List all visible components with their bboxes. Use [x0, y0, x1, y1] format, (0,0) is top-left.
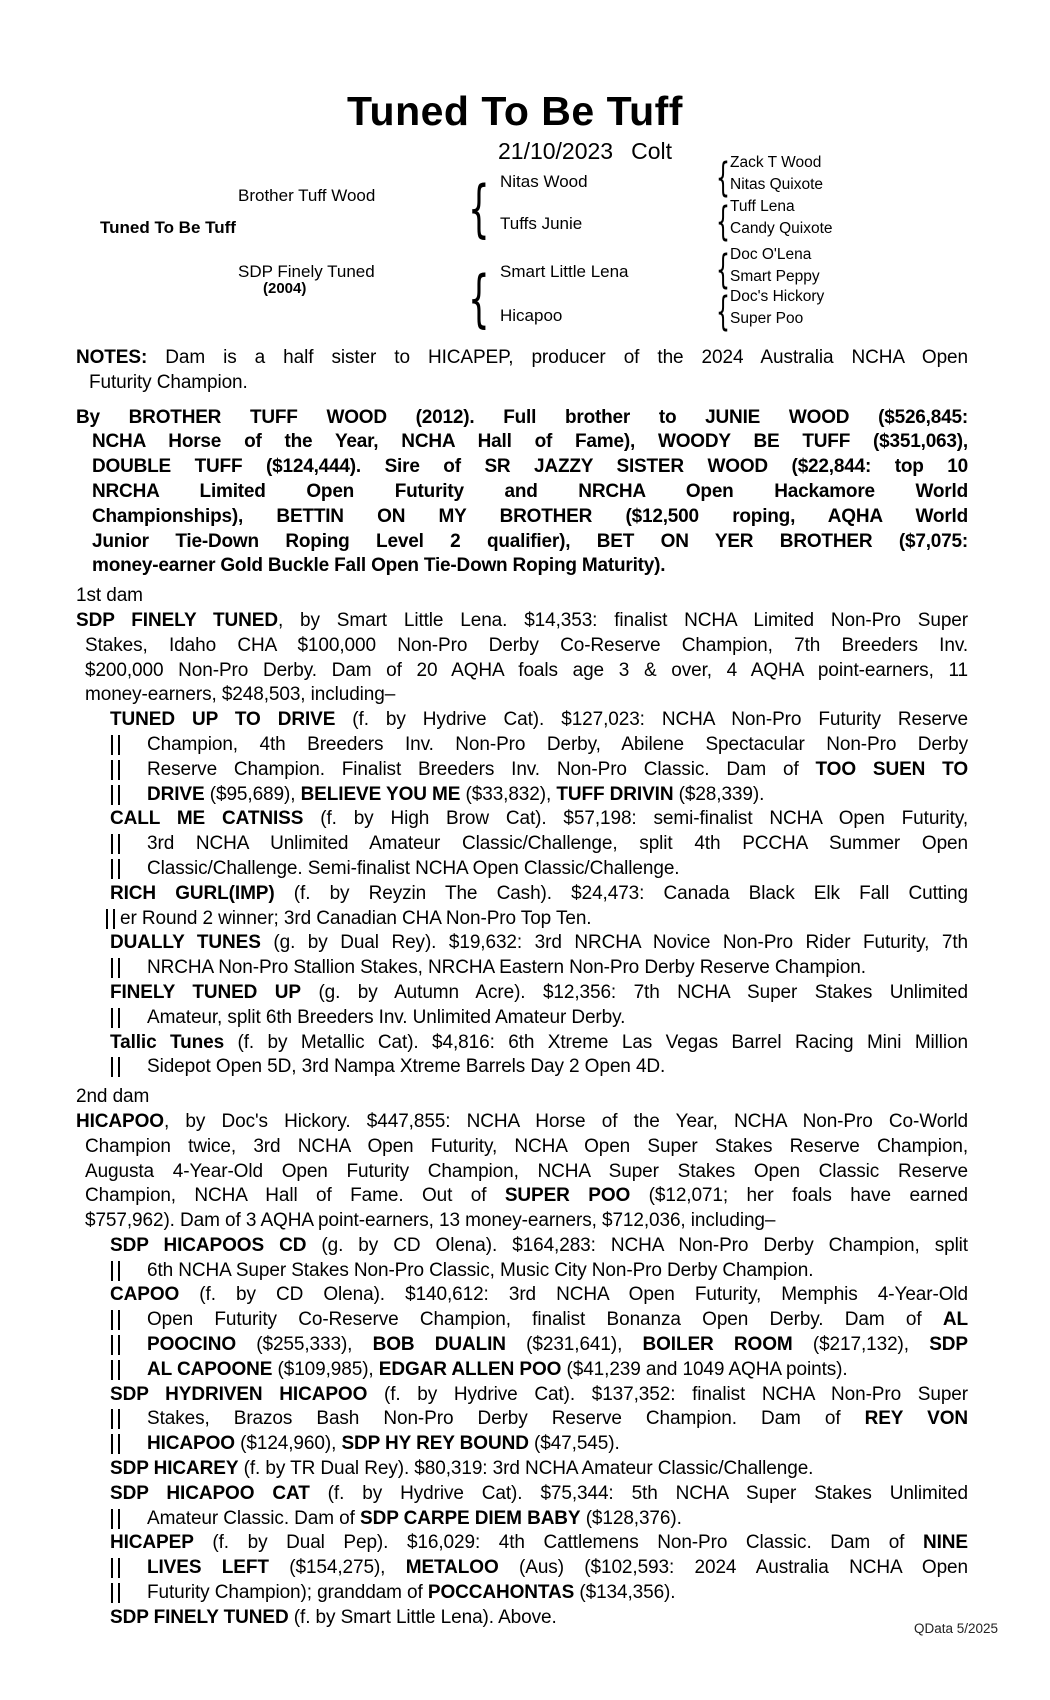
text-run: ($95,689),	[204, 783, 301, 805]
pedigree-brace-g3-1: {	[716, 155, 730, 201]
continuation-mark	[111, 1360, 120, 1380]
paragraph-entry-sdp-hicarey	[76, 1457, 968, 1482]
text-run: (f. by Dual Pep). $16,029: 4th Cattlemens Non-Pro Classic. Dam of	[193, 1532, 923, 1554]
highlighted-horse-name: SDP FINELY TUNED	[110, 1606, 289, 1628]
pedigree-g3-name: Nitas Quixote	[730, 176, 824, 193]
text-run: ($128,376).	[580, 1507, 682, 1529]
highlighted-horse-name: CAPOO	[110, 1284, 180, 1306]
continuation-mark	[111, 958, 120, 978]
text-run: ($134,356).	[574, 1582, 676, 1604]
text-line	[76, 584, 968, 609]
text-line	[76, 981, 968, 1006]
pedigree-brace-g3-4: {	[716, 289, 730, 335]
pedigree-g3-name: Zack T Wood	[730, 154, 822, 171]
text-run: , by Doc's Hickory. $447,855: NCHA Horse of the Year, NCHA Non-Pro Co-World	[163, 1110, 968, 1132]
highlighted-horse-name: METALOO	[405, 1557, 499, 1579]
text-line	[76, 1006, 968, 1031]
text-run: Junior Tie-Down Roping Level 2 qualifier), BET ON YER BROTHER ($7,075:	[92, 530, 968, 552]
text-run: Amateur, split 6th Breeders Inv. Unlimited Amateur Derby.	[147, 1006, 626, 1028]
text-line	[76, 733, 968, 758]
text-line	[76, 1234, 968, 1259]
continuation-mark	[111, 735, 120, 755]
highlighted-horse-name: DUALLY TUNES	[110, 932, 261, 954]
pedigree-sire-dam: Tuffs Junie	[500, 214, 583, 233]
highlighted-horse-name: NOTES:	[76, 347, 148, 368]
text-line	[76, 758, 968, 783]
text-run: (f. by Hydrive Cat). $137,352: finalist NCHA Non-Pro Super	[367, 1383, 968, 1405]
text-run: NRCHA Non-Pro Stallion Stakes, NRCHA Eastern Non-Pro Derby Reserve Champion.	[147, 957, 866, 979]
text-run: (f. by Hydrive Cat). $127,023: NCHA Non-Pro Futurity Reserve	[335, 709, 968, 731]
continuation-mark	[111, 834, 120, 854]
pedigree-sire: Brother Tuff Wood	[238, 186, 376, 205]
text-line	[76, 956, 968, 981]
highlighted-horse-name: LIVES LEFT	[147, 1557, 269, 1579]
text-line	[76, 609, 968, 634]
text-run: ($33,832),	[460, 783, 557, 805]
text-run: Championships), BETTIN ON MY BROTHER ($12,500 roping, AQHA World	[92, 505, 968, 527]
paragraph-entry-sdp-hydriven-hicapoo	[76, 1383, 968, 1457]
text-run: (g. by Dual Rey). $19,632: 3rd NRCHA Novice Non-Pro Rider Futurity, 7th	[260, 932, 968, 954]
text-run: Dam is a half sister to HICAPEP, producer of the 2024 Australia NCHA Open	[147, 347, 968, 368]
highlighted-horse-name: TUFF DRIVIN	[556, 783, 674, 805]
text-run: $757,962). Dam of 3 AQHA point-earners, 13 money-earners, $712,036, including–	[85, 1210, 776, 1232]
pedigree-brace-g3-3: {	[716, 247, 730, 293]
text-line	[76, 634, 968, 659]
paragraph-entry-sdp-hicapoos-cd	[76, 1234, 968, 1284]
text-run: By BROTHER TUFF WOOD (2012). Full brother to JUNIE WOOD ($526,845:	[76, 406, 968, 428]
paragraph-heading-2nd-dam	[76, 1085, 968, 1110]
text-line	[76, 1482, 968, 1507]
text-run: ($217,132),	[792, 1334, 930, 1356]
highlighted-horse-name: SDP	[929, 1334, 968, 1356]
continuation-mark	[111, 1558, 120, 1578]
text-line	[76, 708, 968, 733]
highlighted-horse-name: REY VON	[864, 1408, 968, 1430]
text-line	[76, 1031, 968, 1056]
text-run: 6th NCHA Super Stakes Non-Pro Classic, Music City Non-Pro Derby Champion.	[147, 1259, 814, 1281]
text-line	[76, 1184, 968, 1209]
highlighted-horse-name: HICAPOO	[147, 1433, 235, 1455]
foal-sex: Colt	[631, 138, 673, 164]
text-line	[76, 1085, 968, 1110]
text-line	[76, 480, 968, 505]
pedigree-g3-name: Tuff Lena	[730, 198, 795, 215]
paragraph-dam-sdp-finely-tuned	[76, 609, 968, 708]
text-line	[76, 1160, 968, 1185]
text-run: 2nd dam	[76, 1086, 150, 1108]
highlighted-horse-name: TUNED UP TO DRIVE	[110, 709, 336, 731]
text-run: (g. by Autumn Acre). $12,356: 7th NCHA Super Stakes Unlimited	[300, 981, 968, 1003]
text-run: ($47,545).	[528, 1433, 620, 1455]
pedigree-g3-name: Doc's Hickory	[730, 288, 825, 305]
text-run: Futurity Champion.	[89, 371, 248, 393]
text-run: ($41,239 and 1049 AQHA points).	[561, 1358, 848, 1380]
highlighted-horse-name: BOILER ROOM	[642, 1334, 793, 1356]
text-run: ($109,985),	[272, 1358, 379, 1380]
paragraph-dam-hicapoo	[76, 1110, 968, 1234]
text-run: Amateur Classic. Dam of	[147, 1507, 360, 1529]
continuation-mark	[111, 1057, 120, 1077]
highlighted-horse-name: HICAPOO	[76, 1110, 164, 1132]
text-run: NCHA Horse of the Year, NCHA Hall of Fame), WOODY BE TUFF ($351,063),	[92, 431, 968, 453]
highlighted-horse-name: SDP FINELY TUNED	[76, 609, 278, 631]
paragraph-entry-finely-tuned-up	[76, 981, 968, 1031]
continuation-mark	[111, 1335, 120, 1355]
paragraph-entry-call-me-catniss	[76, 807, 968, 881]
text-line	[76, 832, 968, 857]
highlighted-horse-name: SDP HY REY BOUND	[341, 1433, 529, 1455]
highlighted-horse-name: BELIEVE YOU ME	[300, 783, 461, 805]
highlighted-horse-name: AL CAPOONE	[147, 1358, 273, 1380]
text-run: (f. by TR Dual Rey). $80,319: 3rd NCHA Amateur Classic/Challenge.	[238, 1458, 814, 1480]
text-line	[76, 1581, 968, 1606]
pedigree-sire-sire: Nitas Wood	[500, 172, 588, 191]
continuation-mark	[111, 1008, 120, 1028]
highlighted-horse-name: AL	[942, 1309, 968, 1331]
text-line	[76, 1358, 968, 1383]
text-run: money-earner Gold Buckle Fall Open Tie-Down Roping Maturity).	[92, 555, 666, 577]
pedigree-subject: Tuned To Be Tuff	[100, 218, 236, 237]
highlighted-horse-name: RICH GURL(IMP)	[110, 882, 275, 904]
catalog-credit: QData 5/2025	[913, 1621, 998, 1636]
text-run: 3rd NCHA Unlimited Amateur Classic/Challenge, split 4th PCCHA Summer Open	[147, 833, 968, 855]
continuation-mark	[111, 1261, 120, 1281]
text-run: ($124,960),	[234, 1433, 342, 1455]
pedigree-brace-dam: {	[468, 262, 490, 335]
text-run: (f. by Smart Little Lena). Above.	[288, 1606, 557, 1628]
pedigree-brace-sire: {	[468, 172, 490, 245]
text-line	[76, 430, 968, 455]
text-run: Champion, 4th Breeders Inv. Non-Pro Derby, Abilene Spectacular Non-Pro Derby	[147, 733, 968, 755]
highlighted-horse-name: HICAPEP	[110, 1532, 194, 1554]
text-line	[76, 346, 968, 371]
highlighted-horse-name: SDP HICAPOO CAT	[110, 1482, 310, 1504]
highlighted-horse-name: SDP CARPE DIEM BABY	[360, 1507, 581, 1529]
paragraph-entry-dually-tunes	[76, 931, 968, 981]
text-line	[76, 931, 968, 956]
continuation-mark	[111, 760, 120, 780]
highlighted-horse-name: NINE	[923, 1532, 968, 1554]
text-line	[76, 1383, 968, 1408]
highlighted-horse-name: BOB DUALIN	[372, 1334, 506, 1356]
pedigree-dam-dam: Hicapoo	[500, 306, 563, 325]
highlighted-horse-name: EDGAR ALLEN POO	[378, 1358, 562, 1380]
text-line	[76, 783, 968, 808]
text-line	[76, 1457, 968, 1482]
text-line	[76, 1432, 968, 1457]
text-run: (f. by Hydrive Cat). $75,344: 5th NCHA Super Stakes Unlimited	[309, 1482, 968, 1504]
paragraph-entry-rich-gurl	[76, 882, 968, 932]
highlighted-horse-name: SDP HICAPOOS CD	[110, 1234, 307, 1256]
paragraph-entry-tuned-up-to-drive	[76, 708, 968, 807]
text-run: (f. by Reyzin The Cash). $24,473: Canada Black Elk Fall Cutting	[274, 882, 968, 904]
highlighted-horse-name: Tallic Tunes	[110, 1031, 225, 1053]
highlighted-horse-name: SDP HICAREY	[110, 1458, 239, 1480]
text-line	[76, 554, 968, 579]
pedigree-g3-name: Candy Quixote	[730, 220, 833, 237]
text-line	[76, 1308, 968, 1333]
highlighted-horse-name: DRIVE	[147, 783, 205, 805]
text-line	[76, 1531, 968, 1556]
paragraph-entry-sdp-hicapoo-cat	[76, 1482, 968, 1532]
pedigree-dam: SDP Finely Tuned	[238, 262, 375, 281]
continuation-mark	[111, 1509, 120, 1529]
text-run: $200,000 Non-Pro Derby. Dam of 20 AQHA foals age 3 & over, 4 AQHA point-earners, 11	[85, 659, 968, 681]
continuation-mark	[111, 1409, 120, 1429]
text-line	[76, 907, 968, 932]
text-line	[76, 683, 968, 708]
body-text	[76, 346, 968, 1631]
text-run: ($28,339).	[673, 783, 765, 805]
text-run: (Aus) ($102,593: 2024 Australia NCHA Open	[498, 1557, 968, 1579]
paragraph-entry-capoo	[76, 1283, 968, 1382]
highlighted-horse-name: FINELY TUNED UP	[110, 981, 301, 1003]
text-run: Reserve Champion. Finalist Breeders Inv. Non-Pro Classic. Dam of	[147, 758, 816, 780]
pedigree-dam-year: (2004)	[263, 280, 307, 297]
text-run: ($255,333),	[236, 1334, 373, 1356]
pedigree-g3-name: Super Poo	[730, 310, 804, 327]
paragraph-notes	[76, 346, 968, 396]
text-run: (f. by CD Olena). $140,612: 3rd NCHA Open Futurity, Memphis 4-Year-Old	[179, 1284, 968, 1306]
text-line	[76, 1606, 968, 1631]
paragraph-entry-hicapep	[76, 1531, 968, 1605]
paragraph-entry-sdp-finely-tuned-above	[76, 1606, 968, 1631]
continuation-mark	[111, 1583, 120, 1603]
text-line	[76, 857, 968, 882]
continuation-mark	[111, 859, 120, 879]
text-run: ($154,275),	[268, 1557, 406, 1579]
text-line	[76, 1259, 968, 1284]
text-line	[76, 505, 968, 530]
text-line	[76, 1209, 968, 1234]
text-run: Classic/Challenge. Semi-finalist NCHA Open Classic/Challenge.	[147, 857, 680, 879]
text-run: , by Smart Little Lena. $14,353: finalist NCHA Limited Non-Pro Super	[278, 609, 968, 631]
text-run: Augusta 4-Year-Old Open Futurity Champion, NCHA Super Stakes Open Classic Reserve	[85, 1160, 968, 1182]
text-run: Stakes, Brazos Bash Non-Pro Derby Reserve Champion. Dam of	[147, 1408, 865, 1430]
highlighted-horse-name: POCCAHONTAS	[427, 1582, 575, 1604]
pedigree-chart	[0, 0, 1050, 360]
text-run: Open Futurity Co-Reserve Champion, finalist Bonanza Open Derby. Dam of	[147, 1309, 943, 1331]
text-line	[76, 371, 968, 396]
text-run: Futurity Champion); granddam of	[147, 1582, 428, 1604]
text-line	[76, 1055, 968, 1080]
pedigree-brace-g3-2: {	[716, 199, 730, 245]
paragraph-entry-tallic-tunes	[76, 1031, 968, 1081]
continuation-mark	[111, 1310, 120, 1330]
highlighted-horse-name: POOCINO	[147, 1334, 237, 1356]
text-line	[76, 1556, 968, 1581]
text-line	[76, 1110, 968, 1135]
text-run: (f. by Metallic Cat). $4,816: 6th Xtreme Las Vegas Barrel Racing Mini Million	[224, 1031, 968, 1053]
highlighted-horse-name: CALL ME CATNISS	[110, 808, 304, 830]
text-line	[76, 1407, 968, 1432]
pedigree-g3-name: Smart Peppy	[730, 268, 820, 285]
highlighted-horse-name: SDP HYDRIVEN HICAPOO	[110, 1383, 368, 1405]
text-line	[76, 455, 968, 480]
highlighted-horse-name: SUPER POO	[504, 1185, 631, 1207]
text-run: (f. by High Brow Cat). $57,198: semi-finalist NCHA Open Futurity,	[303, 808, 968, 830]
text-line	[76, 882, 968, 907]
paragraph-sire-record	[76, 406, 968, 580]
highlighted-horse-name: TOO SUEN TO	[815, 758, 968, 780]
text-line	[76, 659, 968, 684]
text-line	[76, 807, 968, 832]
text-line	[76, 530, 968, 555]
text-run: Sidepot Open 5D, 3rd Nampa Xtreme Barrels Day 2 Open 4D.	[147, 1056, 666, 1078]
text-run: money-earners, $248,503, including–	[85, 684, 396, 706]
text-run: Champion, NCHA Hall of Fame. Out of	[85, 1185, 505, 1207]
text-line	[76, 1135, 968, 1160]
text-run: 1st dam	[76, 585, 143, 607]
text-run: Champion twice, 3rd NCHA Open Futurity, NCHA Open Super Stakes Reserve Champion,	[85, 1135, 968, 1157]
foal-date: 21/10/2023	[497, 138, 614, 164]
text-run: NRCHA Limited Open Futurity and NRCHA Open Hackamore World	[92, 480, 968, 502]
pedigree-g3-name: Doc O'Lena	[730, 246, 812, 263]
continuation-mark	[111, 785, 120, 805]
text-run: (g. by CD Olena). $164,283: NCHA Non-Pro Derby Champion, split	[306, 1234, 968, 1256]
text-run: ($12,071; her foals have earned	[630, 1185, 969, 1207]
text-run: er Round 2 winner; 3rd Canadian CHA Non-Pro Top Ten.	[120, 907, 592, 929]
text-line	[76, 1333, 968, 1358]
text-line	[76, 1283, 968, 1308]
text-run: Stakes, Idaho CHA $100,000 Non-Pro Derby Co-Reserve Champion, 7th Breeders Inv.	[85, 634, 968, 656]
page-title: Tuned To Be Tuff	[347, 88, 683, 134]
pedigree-dam-sire: Smart Little Lena	[500, 262, 629, 281]
text-line	[76, 1507, 968, 1532]
text-run: DOUBLE TUFF ($124,444). Sire of SR JAZZY SISTER WOOD ($22,844: top 10	[92, 456, 968, 478]
text-run: ($231,641),	[505, 1334, 643, 1356]
continuation-mark	[106, 909, 115, 929]
continuation-mark	[111, 1434, 120, 1454]
text-line	[76, 406, 968, 431]
paragraph-heading-1st-dam	[76, 584, 968, 609]
